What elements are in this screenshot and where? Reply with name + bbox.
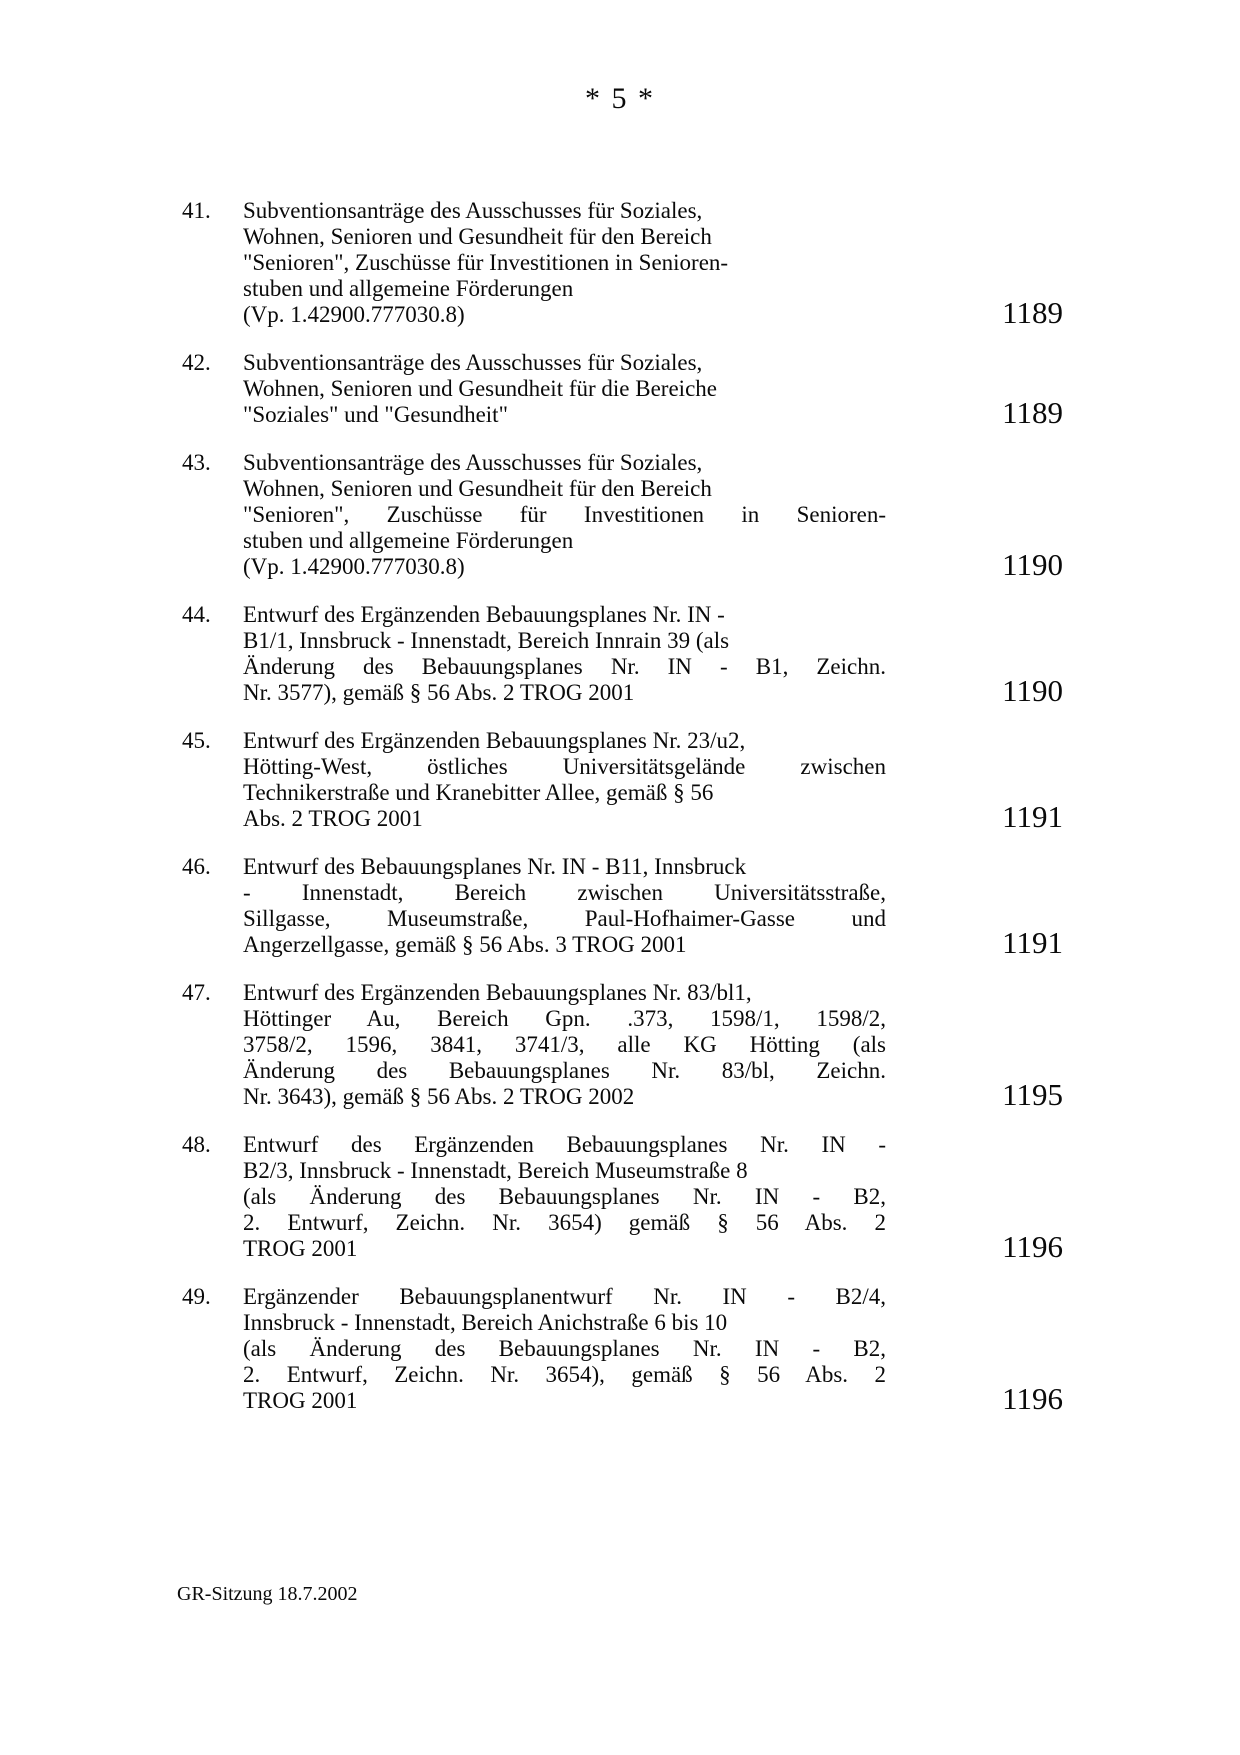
item-line: Änderung des Bebauungsplanes Nr. IN - B1, Zeichn. [243, 654, 886, 679]
toc-item [182, 198, 1240, 328]
item-line: stuben und allgemeine Förderungen [243, 276, 574, 301]
item-line: "Senioren", Zuschüsse für Investitionen in Senioren- [243, 250, 729, 275]
item-line: (Vp. 1.42900.777030.8) [243, 302, 465, 327]
item-line: Entwurf des Ergänzenden Bebauungsplanes Nr. 83/bl1, [243, 980, 752, 1005]
item-line: Technikerstraße und Kranebitter Allee, gemäß § 56 [243, 780, 714, 805]
item-line: Wohnen, Senioren und Gesundheit für den Bereich [243, 224, 712, 249]
toc-list [0, 198, 1240, 1414]
item-page-ref: 1189 [1002, 295, 1063, 330]
item-page-ref: 1191 [1002, 799, 1063, 834]
item-line: Subventionsanträge des Ausschusses für Soziales, [243, 198, 703, 223]
item-line: "Senioren", Zuschüsse für Investitionen in Senioren- [243, 502, 886, 527]
item-page-ref: 1190 [1002, 547, 1063, 582]
item-line: Wohnen, Senioren und Gesundheit für den Bereich [243, 476, 712, 501]
item-page-ref: 1196 [1002, 1229, 1063, 1264]
toc-item [182, 980, 1240, 1110]
toc-item [182, 1284, 1240, 1414]
item-line: Ergänzender Bebauungsplanentwurf Nr. IN - B2/4, [243, 1284, 886, 1309]
item-text [243, 602, 886, 706]
item-number: 49. [182, 1284, 211, 1309]
item-line: Subventionsanträge des Ausschusses für Soziales, [243, 450, 703, 475]
item-line: Sillgasse, Museumstraße, Paul-Hofhaimer-Gasse und [243, 906, 886, 931]
item-line: Hötting-West, östliches Universitätsgelände zwischen [243, 754, 886, 779]
item-text [243, 728, 886, 832]
item-line: Innsbruck - Innenstadt, Bereich Anichstraße 6 bis 10 [243, 1310, 728, 1335]
item-line: Nr. 3577), gemäß § 56 Abs. 2 TROG 2001 [243, 680, 635, 705]
item-line: Angerzellgasse, gemäß § 56 Abs. 3 TROG 2001 [243, 932, 687, 957]
toc-item [182, 350, 1240, 428]
item-number: 48. [182, 1132, 211, 1157]
toc-item [182, 450, 1240, 580]
toc-item [182, 602, 1240, 706]
item-line: Entwurf des Bebauungsplanes Nr. IN - B11, Innsbruck [243, 854, 747, 879]
item-line: 3758/2, 1596, 3841, 3741/3, alle KG Hötting (als [243, 1032, 886, 1057]
item-line: Änderung des Bebauungsplanes Nr. 83/bl, Zeichn. [243, 1058, 886, 1083]
item-line: TROG 2001 [243, 1388, 358, 1413]
item-text [243, 980, 886, 1110]
item-text [243, 854, 886, 958]
item-line: 2. Entwurf, Zeichn. Nr. 3654) gemäß § 56 Abs. 2 [243, 1210, 886, 1235]
item-line: TROG 2001 [243, 1236, 358, 1261]
item-text [243, 1284, 886, 1414]
item-line: Entwurf des Ergänzenden Bebauungsplanes Nr. 23/u2, [243, 728, 746, 753]
item-text [243, 450, 886, 580]
item-line: - Innenstadt, Bereich zwischen Universitätsstraße, [243, 880, 886, 905]
item-line: Nr. 3643), gemäß § 56 Abs. 2 TROG 2002 [243, 1084, 635, 1109]
item-line: Subventionsanträge des Ausschusses für Soziales, [243, 350, 703, 375]
item-number: 43. [182, 450, 211, 475]
item-page-ref: 1195 [1002, 1077, 1063, 1112]
item-line: Entwurf des Ergänzenden Bebauungsplanes Nr. IN - [243, 602, 725, 627]
item-line: B2/3, Innsbruck - Innenstadt, Bereich Museumstraße 8 [243, 1158, 748, 1183]
item-number: 42. [182, 350, 211, 375]
item-line: "Soziales" und "Gesundheit" [243, 402, 508, 427]
item-line: Wohnen, Senioren und Gesundheit für die Bereiche [243, 376, 717, 401]
item-line: Höttinger Au, Bereich Gpn. .373, 1598/1, 1598/2, [243, 1006, 886, 1031]
item-line: (als Änderung des Bebauungsplanes Nr. IN - B2, [243, 1336, 886, 1361]
item-text [243, 1132, 886, 1262]
item-line: B1/1, Innsbruck - Innenstadt, Bereich Innrain 39 (als [243, 628, 730, 653]
toc-item [182, 728, 1240, 832]
item-line: stuben und allgemeine Förderungen [243, 528, 574, 553]
item-page-ref: 1190 [1002, 673, 1063, 708]
item-number: 47. [182, 980, 211, 1005]
item-number: 45. [182, 728, 211, 753]
toc-item [182, 1132, 1240, 1262]
item-page-ref: 1191 [1002, 925, 1063, 960]
item-number: 46. [182, 854, 211, 879]
footer-note: GR-Sitzung 18.7.2002 [177, 1583, 358, 1605]
page-number-header: * 5 * [585, 82, 655, 115]
item-line: Abs. 2 TROG 2001 [243, 806, 423, 831]
item-text [243, 198, 886, 328]
item-number: 44. [182, 602, 211, 627]
item-line: (Vp. 1.42900.777030.8) [243, 554, 465, 579]
item-number: 41. [182, 198, 211, 223]
item-page-ref: 1196 [1002, 1381, 1063, 1416]
toc-item [182, 854, 1240, 958]
item-line: 2. Entwurf, Zeichn. Nr. 3654), gemäß § 56 Abs. 2 [243, 1362, 886, 1387]
item-line: (als Änderung des Bebauungsplanes Nr. IN - B2, [243, 1184, 886, 1209]
item-line: Entwurf des Ergänzenden Bebauungsplanes Nr. IN - [243, 1132, 886, 1157]
item-text [243, 350, 886, 428]
item-page-ref: 1189 [1002, 395, 1063, 430]
